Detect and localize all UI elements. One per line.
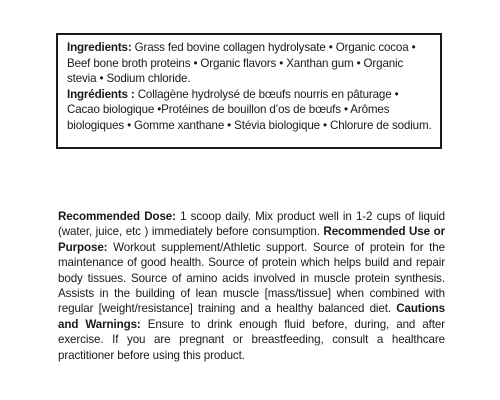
recommended-use-heading: Recommended Use or Purpose:	[58, 225, 445, 254]
ingredients-box	[56, 33, 442, 149]
recommended-dose-text: 1 scoop daily. Mix product well in 1-2 cups of liquid (water, juice, etc ) immediately before consumption.	[58, 210, 446, 239]
ingredients-list-fr: Collagène hydrolysé de bœufs nourris en pâturage • Cacao biologique •Protéines de bouillon d’os de bœufs • Arômes biologiques • Gomme xanthane • Stévia biologique • Chlorure de sodium.	[67, 87, 432, 132]
ingredients-list-en: Grass fed bovine collagen hydrolysate • Organic cocoa • Beef bone broth proteins • Organic flavors • Xanthan gum • Organic stevia • Sodium chloride.	[67, 41, 416, 85]
cautions-warnings-heading: Cautions and Warnings:	[58, 302, 445, 331]
ingredients-english	[67, 40, 432, 87]
usage-paragraph	[58, 209, 445, 363]
ingredients-heading-fr: Ingrédients :	[67, 87, 135, 101]
ingredients-french	[67, 87, 432, 134]
ingredients-heading-en: Ingredients:	[67, 41, 132, 54]
recommended-use-text: Workout supplement/Athletic support. Source of protein for the maintenance of good health. Source of protein which helps build and repair body tissues. Source of amino acids involved in muscle protein synthesis. Assists in the building of lean muscle [mass/tissue] when combined with regular [weight/resistance] training and a healthy balanced diet.	[58, 240, 445, 316]
recommended-dose-heading: Recommended Dose:	[58, 210, 176, 223]
cautions-warnings-text: Ensure to drink enough fluid before, during, and after exercise. If you are pregnant or breastfeeding, consult a healthcare practitioner before using this product.	[58, 317, 445, 362]
usage-information	[58, 209, 445, 363]
